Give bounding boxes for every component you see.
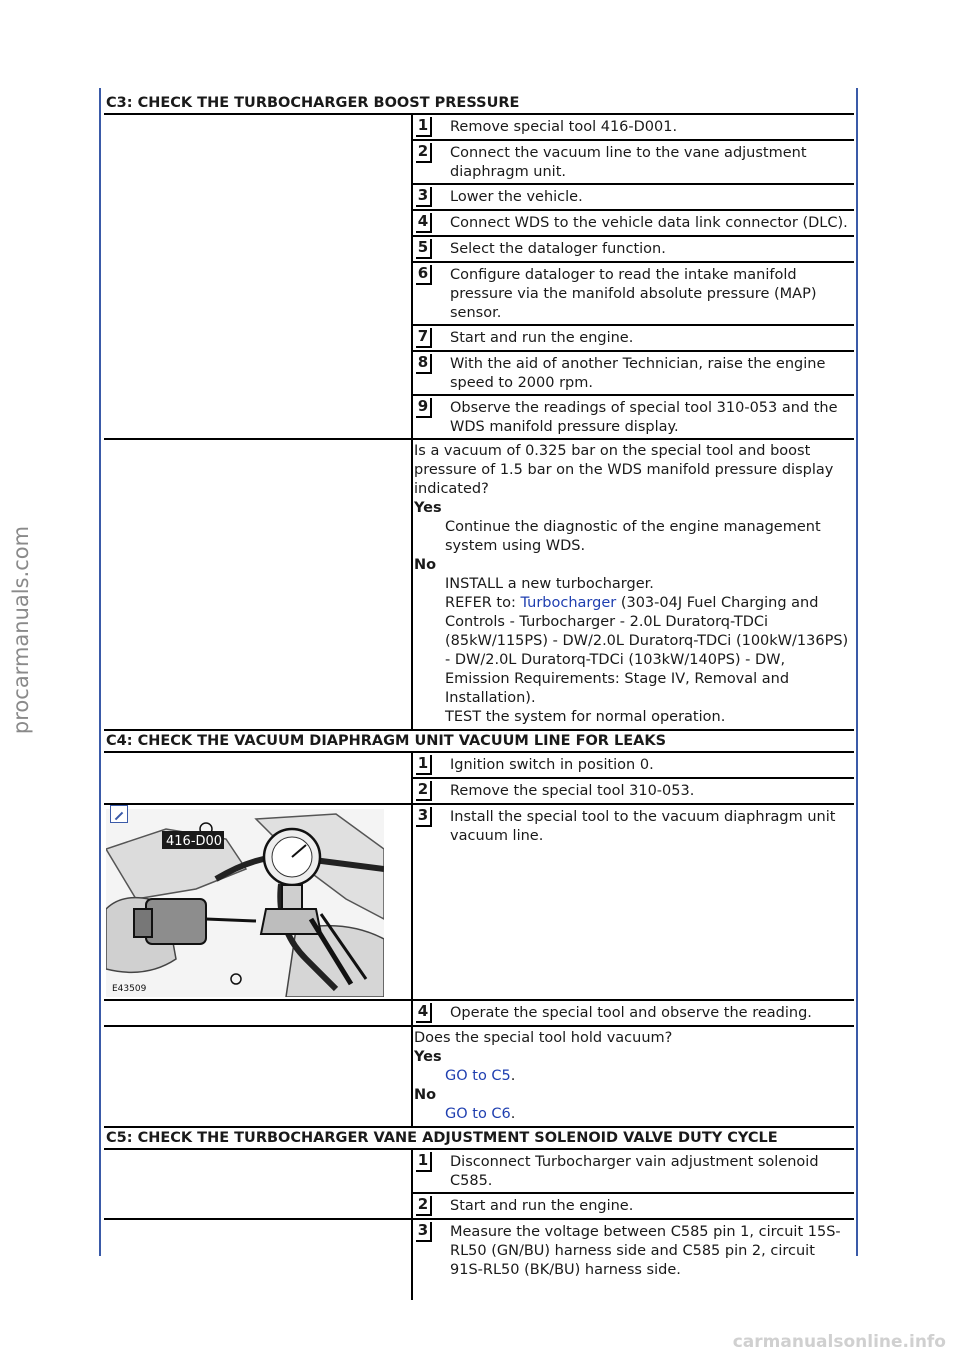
step-number: 3 xyxy=(416,1222,432,1242)
step xyxy=(413,211,854,237)
step-text: Start and run the engine. xyxy=(450,1198,634,1214)
c4-result-blank xyxy=(104,1027,413,1126)
step-number: 1 xyxy=(416,1152,432,1172)
image-code: E43509 xyxy=(112,984,147,994)
step-number: 5 xyxy=(416,239,432,259)
refer-rest: (303-04J Fuel Charging and Controls - Turbocharger - 2.0L Duratorq-TDCi (85kW/115PS) - DW/2.0L Duratorq-TDCi (100kW/136PS) - DW/2.0L Duratorq-TDCi (103kW/140PS) - DW, Emission Requirements: Stage IV, Removal and Installation). xyxy=(445,595,849,706)
c4-blank-cell-2 xyxy=(104,1001,413,1025)
no-action xyxy=(414,1105,852,1124)
c4-steps-a xyxy=(413,753,854,803)
image-tag-label: 416-D00 xyxy=(166,834,223,849)
c3-steps xyxy=(413,115,854,438)
step-number: 2 xyxy=(416,143,432,163)
step xyxy=(413,115,854,141)
step xyxy=(413,396,854,438)
c4-steps-row-a xyxy=(104,753,854,805)
no-label: No xyxy=(414,1087,437,1103)
step-text: With the aid of another Technician, raise the engine speed to 2000 rpm. xyxy=(450,356,826,391)
step-number: 3 xyxy=(416,187,432,207)
question-text: Does the special tool hold vacuum? xyxy=(414,1030,673,1046)
step-number: 9 xyxy=(416,398,432,418)
step xyxy=(413,141,854,185)
c3-steps-row xyxy=(104,115,854,440)
c4-result-row xyxy=(104,1027,854,1128)
step xyxy=(413,185,854,211)
step-text: Connect WDS to the vehicle data link connector (DLC). xyxy=(450,215,848,231)
step-number: 1 xyxy=(416,117,432,137)
step-text: Remove special tool 416-D001. xyxy=(450,119,678,135)
step xyxy=(413,326,854,352)
step-text: Disconnect Turbocharger vain adjustment solenoid C585. xyxy=(450,1154,819,1189)
c4-image-cell xyxy=(104,805,413,999)
no-text-test: TEST the system for normal operation. xyxy=(445,709,726,725)
yes-label: Yes xyxy=(414,500,442,516)
c4-steps-row-c xyxy=(104,1001,854,1027)
c5-blank-cell xyxy=(104,1150,413,1218)
step-text: Start and run the engine. xyxy=(450,330,634,346)
c4-image-row xyxy=(104,805,854,1001)
step xyxy=(413,805,854,847)
side-watermark-text: procarmanuals.com xyxy=(9,525,33,735)
step xyxy=(413,753,854,779)
no-text-install: INSTALL a new turbocharger. xyxy=(445,576,654,592)
no-text-refer xyxy=(414,594,852,708)
go-to-c5-link[interactable]: GO to C5 xyxy=(445,1068,511,1084)
step-number: 4 xyxy=(416,213,432,233)
c3-result-row xyxy=(104,440,854,731)
c3-decision xyxy=(413,440,854,729)
step-text: Operate the special tool and observe the reading. xyxy=(450,1005,812,1021)
yes-label: Yes xyxy=(414,1049,442,1065)
section-title-c3: C3: CHECK THE TURBOCHARGER BOOST PRESSURE xyxy=(104,93,854,115)
section-title-c4: C4: CHECK THE VACUUM DIAPHRAGM UNIT VACUUM LINE FOR LEAKS xyxy=(104,731,854,753)
refer-prefix: REFER to: xyxy=(445,595,521,611)
step-text: Install the special tool to the vacuum diaphragm unit vacuum line. xyxy=(450,809,836,844)
question-text: Is a vacuum of 0.325 bar on the special tool and boost pressure of 1.5 bar on the WDS manifold pressure display indicated? xyxy=(414,443,834,497)
step-text: Configure dataloger to read the intake manifold pressure via the manifold absolute pressure (MAP) sensor. xyxy=(450,267,817,321)
step-number: 2 xyxy=(416,1196,432,1216)
step xyxy=(413,779,854,803)
step xyxy=(413,1150,854,1194)
procedure-sheet xyxy=(104,93,854,1300)
c5-steps-a xyxy=(413,1150,854,1218)
yes-text: Continue the diagnostic of the engine management system using WDS. xyxy=(445,519,821,554)
right-margin-bar xyxy=(856,88,858,1256)
step-number: 7 xyxy=(416,328,432,348)
c3-result-blank xyxy=(104,440,413,729)
step xyxy=(413,263,854,326)
step xyxy=(413,237,854,263)
step-number: 4 xyxy=(416,1003,432,1023)
yes-action xyxy=(414,1067,852,1086)
step xyxy=(413,1220,854,1281)
c4-blank-cell xyxy=(104,753,413,803)
step xyxy=(413,1001,854,1025)
step-text: Measure the voltage between C585 pin 1, circuit 15S-RL50 (GN/BU) harness side and C585 pin 2, circuit 91S-RL50 (BK/BU) harness side. xyxy=(450,1224,841,1278)
step xyxy=(413,1194,854,1218)
go-to-c6-link[interactable]: GO to C6 xyxy=(445,1106,511,1122)
step-text: Ignition switch in position 0. xyxy=(450,757,654,773)
c4-steps-c xyxy=(413,1001,854,1025)
c5-blank-cell-2 xyxy=(104,1218,413,1300)
section-title-c5: C5: CHECK THE TURBOCHARGER VANE ADJUSTMENT SOLENOID VALVE DUTY CYCLE xyxy=(104,1128,854,1150)
turbocharger-link[interactable]: Turbocharger xyxy=(520,595,617,611)
step-text: Select the dataloger function. xyxy=(450,241,666,257)
step-text: Remove the special tool 310-053. xyxy=(450,783,695,799)
period: . xyxy=(510,1106,516,1122)
step xyxy=(413,352,854,396)
c5-steps-row-a xyxy=(104,1150,854,1220)
c5-steps-b xyxy=(413,1220,854,1300)
step-number: 2 xyxy=(416,781,432,801)
step-number: 3 xyxy=(416,807,432,827)
step-text: Observe the readings of special tool 310-053 and the WDS manifold pressure display. xyxy=(450,400,838,435)
bottom-watermark: carmanualsonline.info xyxy=(732,1332,946,1352)
magnify-icon[interactable] xyxy=(110,805,128,823)
step-number: 1 xyxy=(416,755,432,775)
period: . xyxy=(510,1068,516,1084)
step-number: 6 xyxy=(416,265,432,285)
step-text: Connect the vacuum line to the vane adjustment diaphragm unit. xyxy=(450,145,807,180)
left-margin-bar xyxy=(99,88,101,1256)
step-text: Lower the vehicle. xyxy=(450,189,583,205)
c3-blank-cell xyxy=(104,115,413,438)
step-number: 8 xyxy=(416,354,432,374)
c5-steps-row-b xyxy=(104,1220,854,1300)
c4-steps-b xyxy=(413,805,854,999)
no-label: No xyxy=(414,557,437,573)
vacuum-tool-illustration xyxy=(106,809,384,997)
c4-decision xyxy=(413,1027,854,1126)
side-watermark xyxy=(6,420,36,840)
